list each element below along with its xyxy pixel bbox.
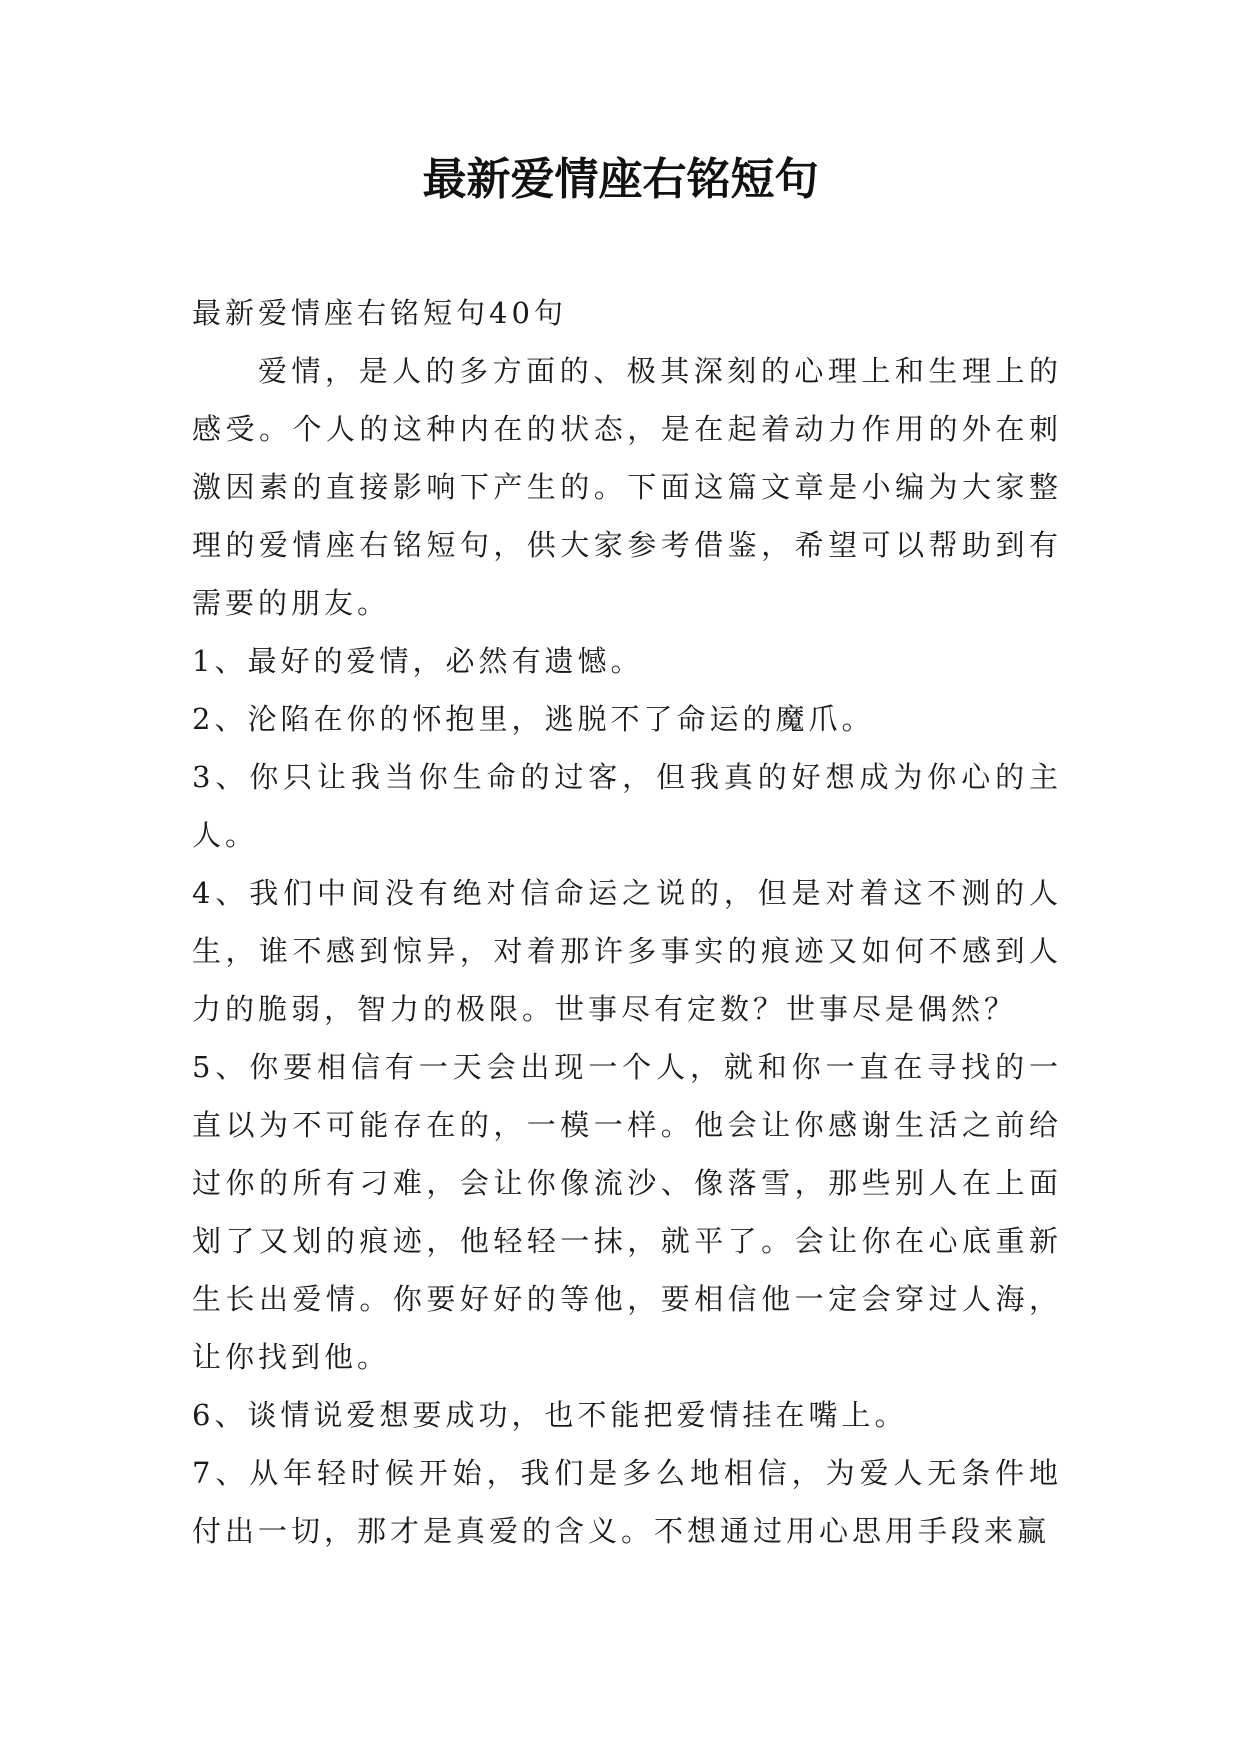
list-item: 1、最好的爱情，必然有遗憾。 xyxy=(192,644,644,678)
document-subtitle: 最新爱情座右铭短句40句 xyxy=(192,296,567,330)
list-item: 3、你只让我当你生命的过客，但我真的好想成为你心的主人。 xyxy=(192,760,1062,852)
intro-paragraph: 爱情，是人的多方面的、极其深刻的心理上和生理上的感受。个人的这种内在的状态，是在起着动力作用的外在刺激因素的直接影响下产生的。下面这篇文章是小编为大家整理的爱情座右铭短句，供大家参考借鉴，希望可以帮助到有需要的朋友。 xyxy=(192,354,1062,620)
document-body xyxy=(192,284,1062,1560)
list-item: 4、我们中间没有绝对信命运之说的，但是对着这不测的人生，谁不感到惊异，对着那许多事实的痕迹又如何不感到人力的脆弱，智力的极限。世事尽有定数？世事尽是偶然？ xyxy=(192,876,1062,1026)
list-item: 2、沦陷在你的怀抱里，逃脱不了命运的魔爪。 xyxy=(192,702,875,736)
list-item: 7、从年轻时候开始，我们是多么地相信，为爱人无条件地付出一切，那才是真爱的含义。不想通过用心思用手段来赢 xyxy=(192,1456,1062,1548)
document-title: 最新爱情座右铭短句 xyxy=(422,154,819,205)
list-item: 5、你要相信有一天会出现一个人，就和你一直在寻找的一直以为不可能存在的，一模一样。他会让你感谢生活之前给过你的所有刁难，会让你像流沙、像落雪，那些别人在上面划了又划的痕迹，他轻轻一抹，就平了。会让你在心底重新生长出爱情。你要好好的等他，要相信他一定会穿过人海，让你找到他。 xyxy=(192,1050,1062,1374)
list-item: 6、谈情说爱想要成功，也不能把爱情挂在嘴上。 xyxy=(192,1398,908,1432)
